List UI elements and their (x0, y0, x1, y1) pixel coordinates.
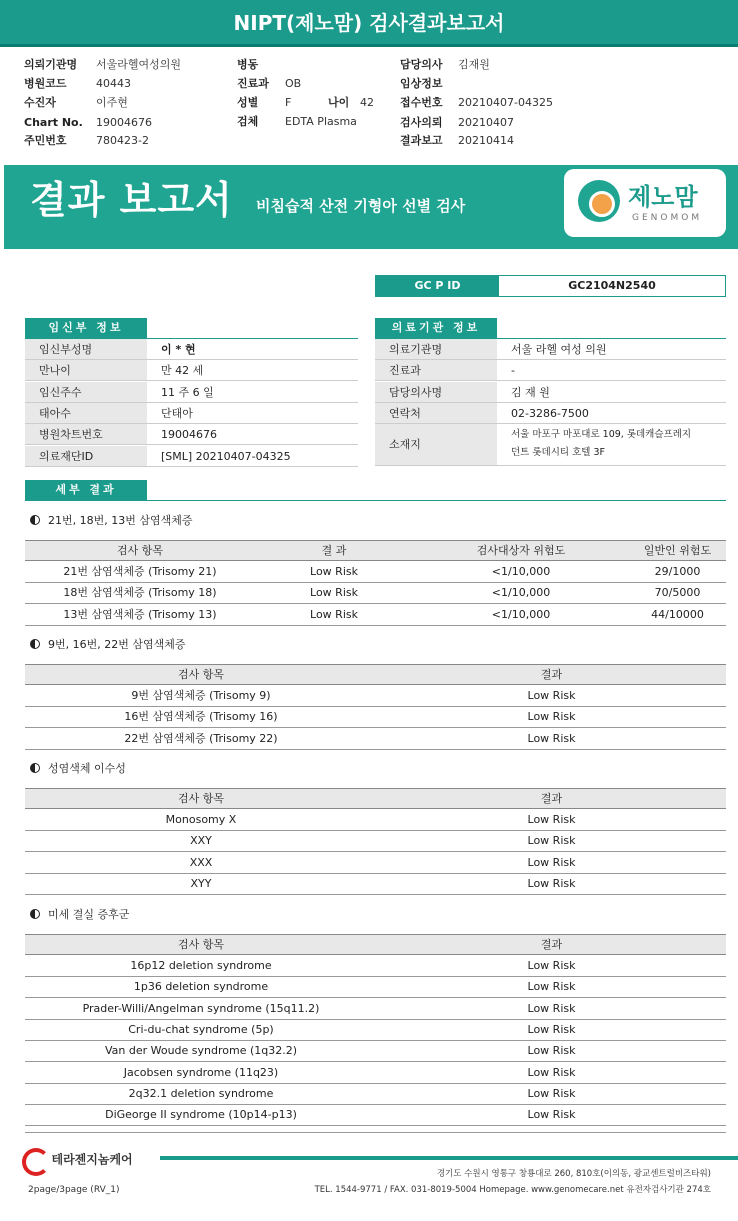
footer-divider (25, 1132, 726, 1133)
table-row (25, 1084, 726, 1105)
table-header (25, 540, 726, 561)
header-key: 의뢰기관명 (24, 58, 78, 71)
header-field (24, 75, 131, 93)
column-header: 검사 항목 (177, 792, 224, 805)
table-cell: Low Risk (527, 1108, 576, 1122)
header-field (24, 94, 128, 112)
table-cell: 9번 삼염색체증 (Trisomy 9) (131, 689, 271, 702)
header-key: 담당의사 (400, 58, 443, 71)
table-cell: XXX (189, 855, 213, 869)
header-key: 병원코드 (24, 77, 67, 90)
info-row-address (375, 424, 726, 466)
table-cell: Low Risk (527, 710, 576, 724)
header-key: 임상정보 (400, 77, 443, 90)
category-title (30, 906, 129, 922)
table-cell: 2q32.1 deletion syndrome (128, 1086, 274, 1100)
header-key: Chart No. (24, 116, 83, 129)
info-row (375, 403, 726, 424)
info-label: 의료기관명 (375, 339, 497, 359)
column-header: 결과 (540, 938, 563, 951)
header-value: 이주현 (96, 96, 128, 109)
table-cell: <1/10,000 (491, 607, 551, 621)
age-value: 42 (360, 96, 374, 109)
category-label: 21번, 18번, 13번 삼염색체증 (48, 514, 193, 527)
info-value: - (511, 364, 515, 378)
info-value: 02-3286-7500 (511, 406, 589, 420)
table-cell: Low Risk (527, 813, 576, 826)
info-row (25, 382, 358, 403)
info-value: 만 42 세 (161, 364, 204, 378)
footer-company: 테라젠지놈케어 (51, 1152, 133, 1167)
half-circle-icon (30, 639, 40, 649)
table-cell: Low Risk (310, 565, 358, 578)
header-field (24, 114, 152, 132)
info-label: 임신주수 (25, 382, 147, 402)
header-key: 접수번호 (400, 96, 443, 109)
table-row (25, 999, 726, 1020)
header-field (24, 56, 181, 74)
banner-subtitle: 비침습적 산전 기형아 선별 검사 (256, 197, 466, 215)
header-value: 40443 (96, 77, 131, 90)
header-value: 서울라헬여성의원 (96, 58, 182, 71)
table-row (25, 831, 726, 852)
table-row (25, 1105, 726, 1126)
table-cell: 22번 삼염색체증 (Trisomy 22) (124, 731, 278, 745)
table-cell: 13번 삼염색체증 (Trisomy 13) (63, 607, 217, 621)
info-label: 연락처 (375, 403, 497, 423)
table-cell: XYY (190, 876, 212, 890)
header-field (237, 94, 291, 112)
header-key: 수진자 (24, 96, 56, 109)
teragen-logo-icon (22, 1148, 48, 1170)
table-cell: 18번 삼염색체증 (Trisomy 18) (63, 586, 217, 600)
info-value: 서울 마포구 마포대로 109, 롯데캐슬프레지 (511, 429, 692, 441)
header-key: 병동 (237, 58, 259, 71)
page-number: 2page/3page (RV_1) (28, 1185, 120, 1195)
table-cell: XXY (190, 834, 212, 848)
column-header: 검사 항목 (116, 544, 163, 557)
header-key: 주민번호 (24, 134, 67, 147)
header-value: OB (285, 77, 302, 90)
gcpid-value: GC2104N2540 (568, 279, 656, 292)
info-label: 태아수 (25, 403, 147, 423)
table-cell: Monosomy X (165, 813, 237, 826)
table-cell: 29/1000 (654, 565, 701, 578)
footer-logo (22, 1148, 133, 1170)
half-circle-icon (30, 763, 40, 773)
info-row (25, 403, 358, 424)
header-value: 김재원 (458, 58, 490, 71)
half-circle-icon (30, 515, 40, 525)
info-row (25, 446, 358, 467)
table-cell: Low Risk (527, 1086, 576, 1100)
table-cell: Low Risk (527, 876, 576, 890)
info-value: 김 재 원 (511, 385, 550, 399)
table-cell: Low Risk (310, 607, 358, 621)
info-label: 의료재단ID (25, 446, 147, 466)
gcpid-label: GC P ID (376, 276, 499, 296)
info-value: 11 주 6 일 (161, 385, 214, 399)
table-header (25, 934, 726, 955)
header-field (400, 75, 458, 93)
age-key: 나이 (328, 96, 350, 109)
table-cell: 44/10000 (651, 607, 704, 621)
logo-eng: GENOMOM (632, 213, 703, 223)
category-title (30, 760, 126, 776)
header-value: 780423-2 (96, 134, 149, 147)
table-row (25, 853, 726, 874)
column-header: 검사 항목 (177, 938, 224, 951)
table-cell: Low Risk (527, 689, 576, 702)
table-cell: Cri-du-chat syndrome (5p) (128, 1022, 274, 1036)
divider (25, 500, 726, 501)
header-field (400, 132, 514, 150)
table-cell: Low Risk (527, 1022, 576, 1036)
header-value: 20210407-04325 (458, 96, 553, 109)
info-value: 단태아 (161, 406, 193, 420)
age-field (328, 94, 374, 112)
genomom-logo (564, 169, 726, 237)
table-cell: Low Risk (527, 1044, 576, 1058)
table-cell: <1/10,000 (491, 586, 551, 600)
header-field (400, 56, 490, 74)
info-value: 19004676 (161, 428, 217, 442)
footer-contact: TEL. 1544-9771 / FAX. 031-8019-5004 Homepage. www.genomecare.net 유전자검사기관 274호 (314, 1185, 711, 1195)
info-row (375, 360, 726, 381)
table-row (25, 1020, 726, 1041)
header-key: 성별 (237, 96, 259, 109)
table-row (25, 977, 726, 998)
category-label: 미세 결실 증후군 (48, 908, 130, 921)
header-value: F (285, 96, 292, 109)
info-label: 임신부성명 (25, 339, 147, 359)
header-key: 검사의뢰 (400, 116, 443, 129)
table-row (25, 605, 726, 626)
table-cell: Low Risk (527, 959, 576, 972)
table-row (25, 686, 726, 707)
column-header: 결 과 (321, 544, 347, 557)
header-field (237, 75, 301, 93)
table-cell: Prader-Willi/Angelman syndrome (15q11.2) (82, 1001, 320, 1015)
table-row (25, 1063, 726, 1084)
table-row (25, 874, 726, 895)
column-header: 결과 (540, 792, 563, 805)
info-value: [SML] 20210407-04325 (161, 449, 291, 463)
half-circle-icon (30, 909, 40, 919)
table-cell: Low Risk (527, 980, 576, 994)
header-key: 검체 (237, 115, 259, 128)
table-row (25, 810, 726, 831)
header-key: 진료과 (237, 77, 269, 90)
header-key: 결과보고 (400, 134, 443, 147)
logo-name: 제노맘 (628, 183, 698, 211)
header-field (24, 132, 149, 150)
category-title (30, 636, 185, 652)
table-cell: <1/10,000 (491, 565, 551, 578)
category-label: 성염색체 이수성 (48, 762, 126, 775)
pregnant-info-tag: 임신부 정보 (25, 318, 147, 338)
table-row (25, 729, 726, 750)
info-label: 진료과 (375, 360, 497, 380)
report-title: NIPT(제노맘) 검사결과보고서 (0, 0, 738, 47)
table-row (25, 583, 726, 604)
column-header: 검사 항목 (177, 668, 224, 681)
info-label: 소재지 (375, 424, 497, 465)
table-row (25, 562, 726, 583)
table-cell: Low Risk (527, 1065, 576, 1079)
table-header (25, 664, 726, 685)
column-header: 결과 (540, 668, 563, 681)
header-info (0, 56, 738, 152)
header-field (237, 56, 285, 74)
table-cell: Low Risk (310, 586, 358, 600)
banner-title: 결과 보고서 (30, 178, 233, 222)
table-row (25, 956, 726, 977)
header-value: EDTA Plasma (285, 115, 357, 128)
gcpid-box (375, 275, 726, 297)
table-cell: Low Risk (527, 855, 576, 869)
info-row (25, 339, 358, 360)
category-title (30, 512, 192, 528)
info-row (25, 360, 358, 381)
table-cell: 16번 삼염색체증 (Trisomy 16) (124, 710, 278, 724)
info-row (375, 339, 726, 360)
table-cell: Van der Woude syndrome (1q32.2) (104, 1044, 298, 1058)
table-cell: Low Risk (527, 834, 576, 848)
table-cell: 16p12 deletion syndrome (130, 959, 272, 972)
column-header: 일반인 위험도 (643, 544, 712, 557)
info-label: 담당의사명 (375, 382, 497, 402)
info-label: 병원차트번호 (25, 424, 147, 444)
genomom-logo-icon (578, 180, 620, 222)
info-value: 이 * 현 (161, 343, 196, 356)
category-label: 9번, 16번, 22번 삼염색체증 (48, 638, 186, 651)
footer-accent-bar (160, 1156, 738, 1160)
header-field (237, 113, 357, 131)
header-field (400, 114, 514, 132)
hospital-info-tag: 의료기관 정보 (375, 318, 497, 338)
detail-tag: 세부 결과 (25, 480, 147, 500)
table-header (25, 788, 726, 809)
result-banner (4, 165, 738, 249)
info-label: 만나이 (25, 360, 147, 380)
info-value: 던트 롯데시티 호텔 3F (511, 447, 605, 459)
info-row (375, 382, 726, 403)
info-row (25, 424, 358, 445)
table-cell: 70/5000 (654, 586, 701, 600)
table-cell: Low Risk (527, 1001, 576, 1015)
header-value: 19004676 (96, 116, 152, 129)
table-cell: Jacobsen syndrome (11q23) (123, 1065, 279, 1079)
table-cell: DiGeorge II syndrome (10p14-p13) (105, 1108, 297, 1122)
table-cell: 21번 삼염색체증 (Trisomy 21) (63, 565, 217, 578)
info-value: 서울 라헬 여성 의원 (511, 343, 607, 356)
column-header: 검사대상자 위험도 (476, 544, 566, 557)
table-row (25, 707, 726, 728)
header-value: 20210407 (458, 116, 514, 129)
table-row (25, 1041, 726, 1062)
footer-address: 경기도 수원시 영통구 창룡대로 260, 810호(이의동, 광교센트럴비즈타워) (436, 1169, 711, 1179)
table-cell: Low Risk (527, 731, 576, 745)
header-value: 20210414 (458, 134, 514, 147)
header-field (400, 94, 553, 112)
table-cell: 1p36 deletion syndrome (133, 980, 269, 994)
